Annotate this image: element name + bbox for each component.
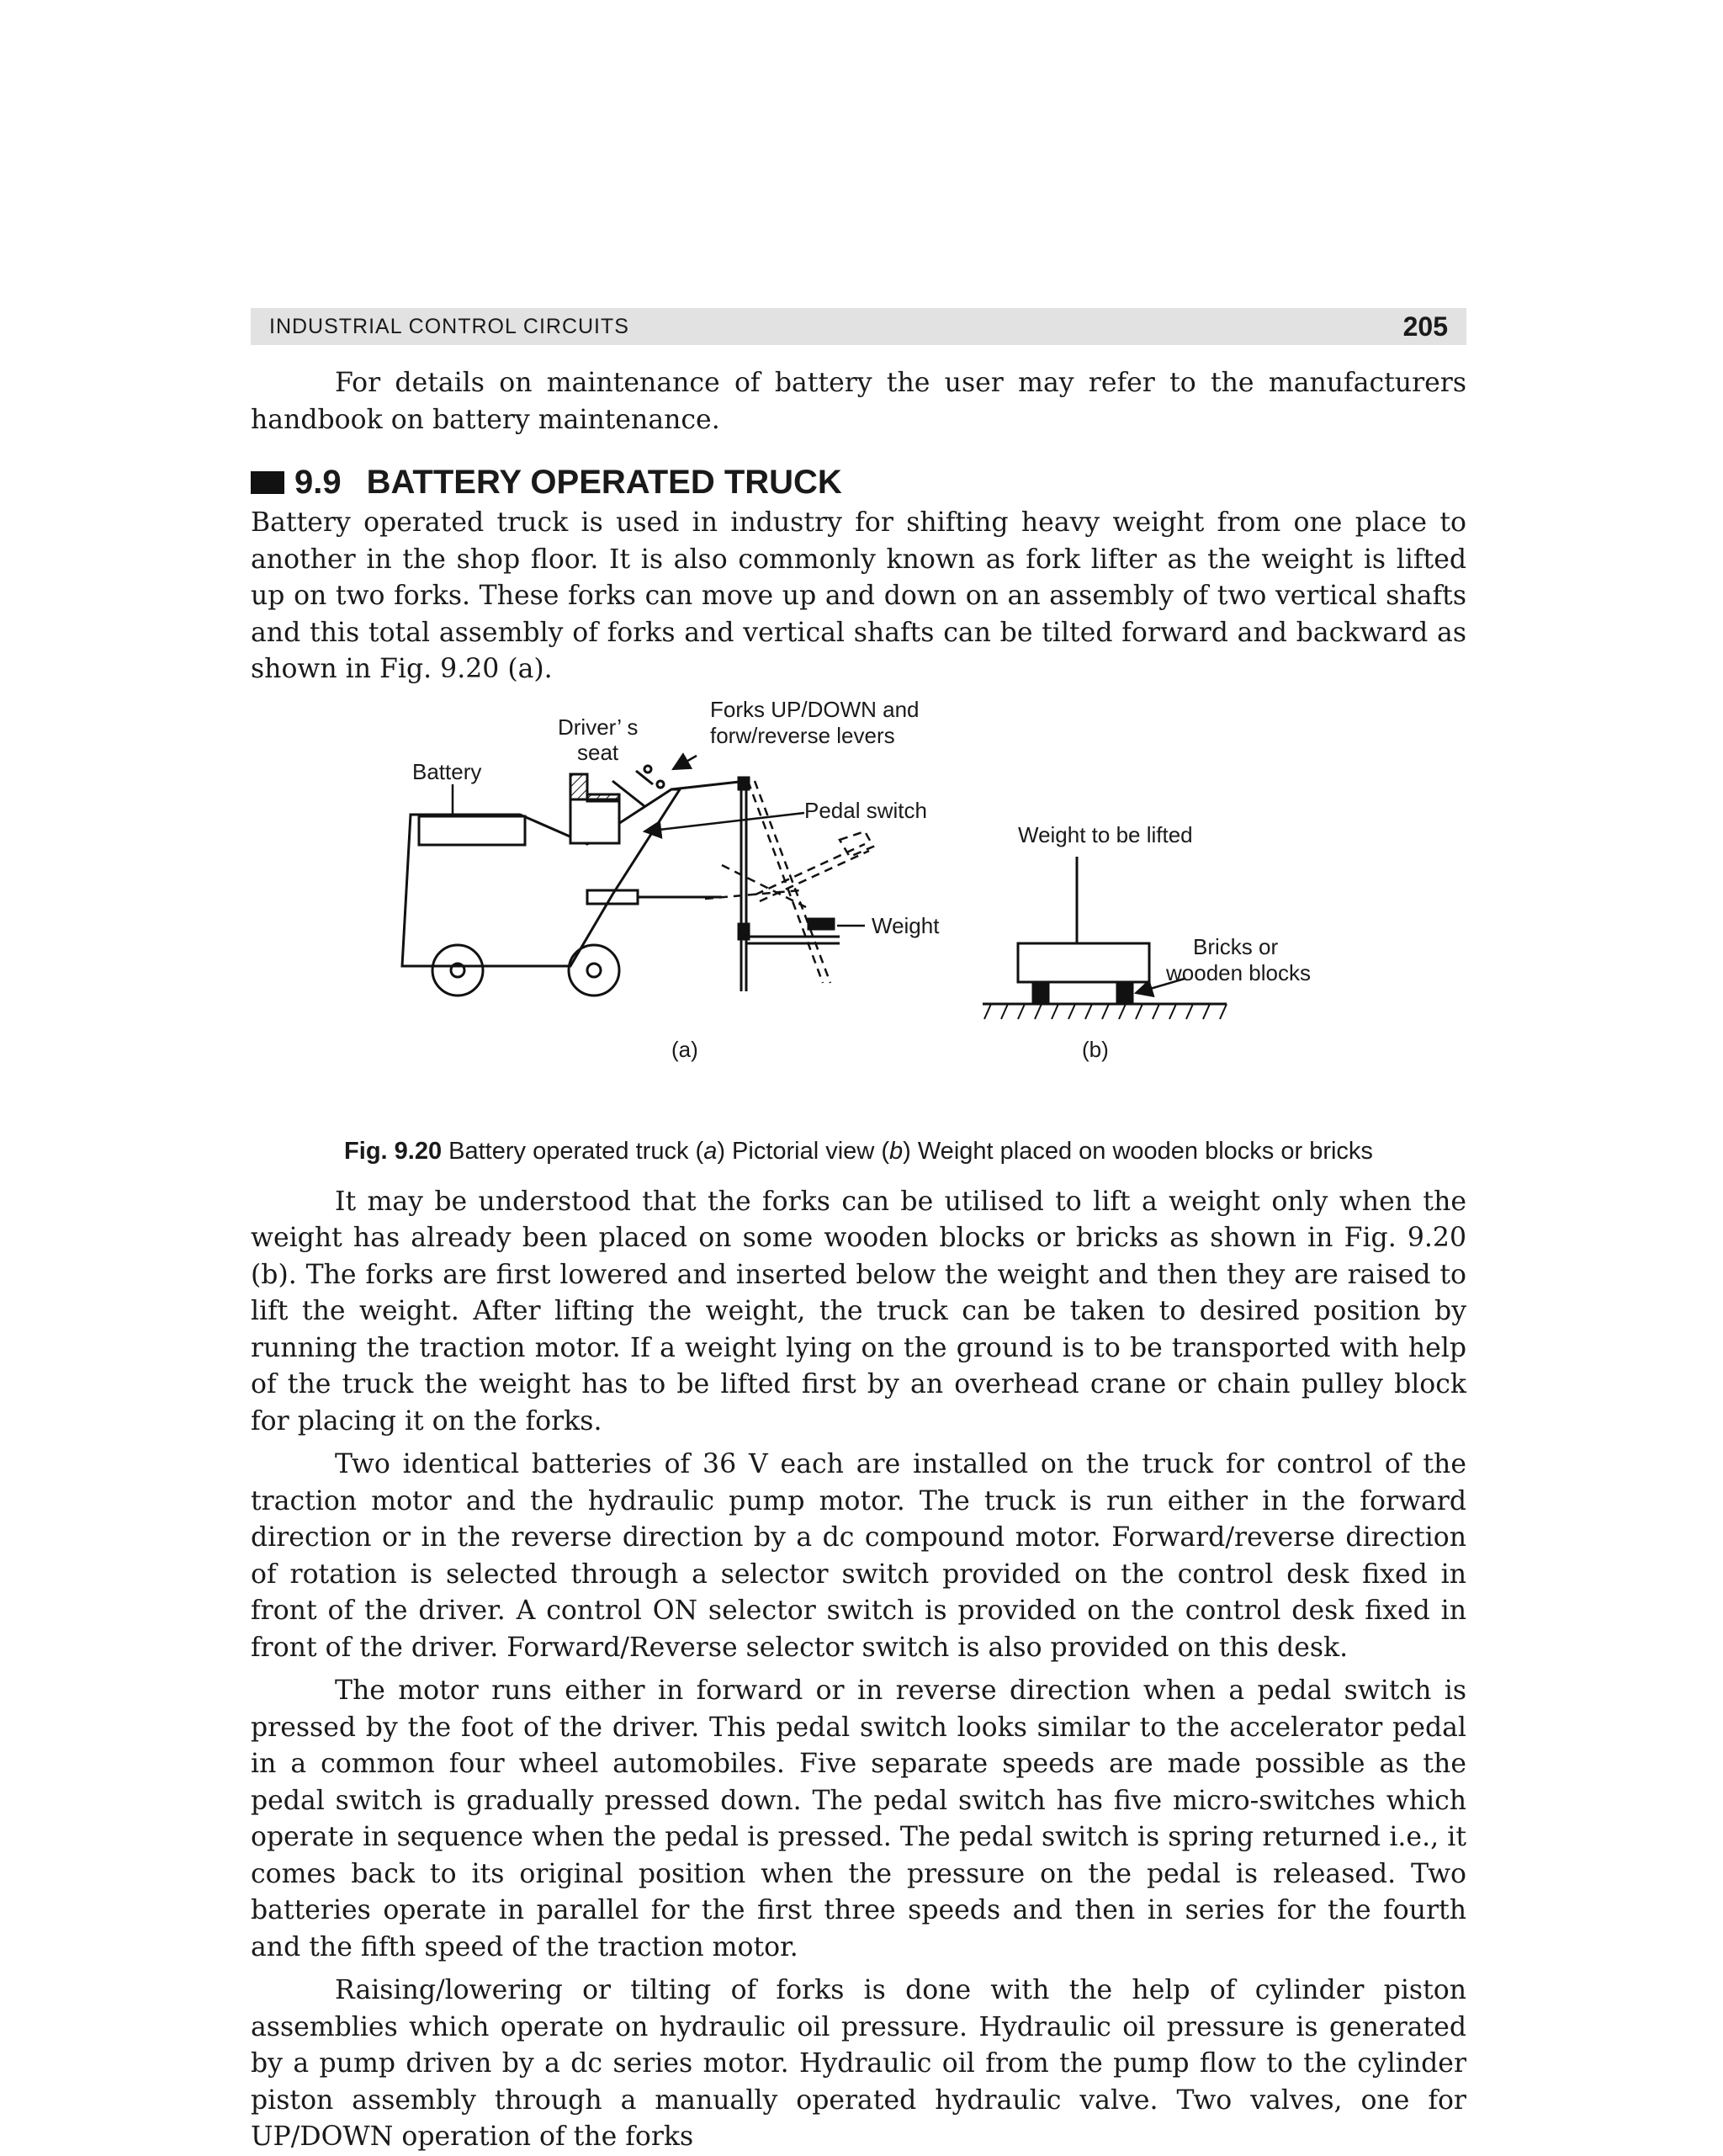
weight-block xyxy=(808,919,834,929)
section-heading xyxy=(251,464,1466,502)
body-paragraph: The motor runs either in forward or in reverse direction when a pedal switch is pressed by the foot of the driver. This pedal switch looks similar to the accelerator pedal in a common four wheel automobiles. Five separate speeds are made possible as the pedal switch is gradually pressed down. The pedal switch has five micro-switches which operate in sequence when the pedal is pressed. The pedal switch is spring returned i.e., it comes back to its original position when the pressure on the pedal is released. Two batteries operate in parallel for the first three speeds and then in series for the fourth and the fifth speed of the traction motor. xyxy=(251,1675,1466,1962)
running-title: INDUSTRIAL CONTROL CIRCUITS xyxy=(269,315,629,338)
book-page xyxy=(251,308,1466,2156)
intro-paragraph: For details on maintenance of battery the user may refer to the manufacturers handbook on battery maintenance. xyxy=(251,368,1466,435)
section-paragraph: Battery operated truck is used in industry for shifting heavy weight from one place to another in the shop floor. It is also commonly known as fork lifter as the weight is lifted up on two forks. These forks can move up and down on an assembly of two vertical shafts and this total assembly of forks and vertical shafts can be tilted forward and backward as shown in Fig. 9.20 (a). xyxy=(251,507,1466,684)
body-paragraph: Two identical batteries of 36 V each are installed on the truck for control of the traction motor and the hydraulic pump motor. The truck is run either in the forward direction or in the reverse direction by a dc compound motor. Forward/reverse direction of rotation is selected through a selector switch provided on the control desk fixed in front of the driver. A control ON selector switch is provided on the control desk fixed in front of the driver. Forward/Reverse selector switch is also provided on this desk. xyxy=(251,1449,1466,1663)
block-right xyxy=(1117,982,1132,1004)
label-battery: Battery xyxy=(412,758,482,784)
label-drivers-seat-1: Driver’ s xyxy=(558,714,639,740)
section-number: 9.9 xyxy=(294,464,342,501)
front-wheel xyxy=(569,945,619,996)
figure-9-20 xyxy=(251,697,1466,1134)
rear-wheel xyxy=(432,945,483,996)
truck-drawing xyxy=(402,766,840,996)
figure-number: Fig. 9.20 xyxy=(344,1137,443,1165)
drivers-seat xyxy=(570,799,619,843)
body-paragraph: Raising/lowering or tilting of forks is done with the help of cylinder piston assemblies which operate on hydraulic oil pressure. Hydraulic oil pressure is generated by a pump driven by a dc series motor. Hydraulic oil from the pump flow to the cylinder piston assembly through a manually operated hydraulic valve. Two valves, one for UP/DOWN operation of the forks xyxy=(251,1975,1466,2152)
label-weight: Weight xyxy=(872,912,940,938)
running-header xyxy=(251,308,1466,345)
label-bricks-2: wooden blocks xyxy=(1166,959,1311,985)
subfigure-label-b: (b) xyxy=(1082,1036,1109,1062)
block-left xyxy=(1033,982,1048,1004)
figure-caption: Fig. 9.20 Battery operated truck (a) Pictorial view (b) Weight placed on wooden blocks or bricks xyxy=(344,1137,1373,1165)
section-title: BATTERY OPERATED TRUCK xyxy=(366,464,842,501)
label-weight-to-be-lifted: Weight to be lifted xyxy=(1018,821,1193,847)
label-bricks-1: Bricks or xyxy=(1193,933,1279,959)
battery-box xyxy=(419,816,525,845)
body-paragraph: It may be understood that the forks can be utilised to lift a weight only when the weight has already been placed on some wooden blocks or bricks as shown in Fig. 9.20 (b). The forks are first lowered and inserted below the weight and then they are raised to lift the weight. After lifting the weight, the truck can be taken to desired position by running the traction motor. If a weight lying on the ground is to be transported with help of the truck the weight has to be lifted first by an overhead crane or chain pulley block for placing it on the forks. xyxy=(251,1186,1466,1436)
label-levers-1: Forks UP/DOWN and xyxy=(710,696,920,722)
subfigure-label-a: (a) xyxy=(671,1036,698,1062)
seat-back xyxy=(570,774,587,799)
section-bullet-icon xyxy=(251,471,284,494)
label-drivers-seat-2: seat xyxy=(577,739,619,765)
label-levers-2: forw/reverse levers xyxy=(710,722,895,748)
label-pedal-switch: Pedal switch xyxy=(804,797,927,823)
load-box xyxy=(1018,943,1149,982)
seat-cushion xyxy=(587,794,619,801)
truck-diagram xyxy=(251,697,1466,1134)
page-number: 205 xyxy=(1402,311,1448,342)
blocks-drawing xyxy=(983,857,1227,1019)
